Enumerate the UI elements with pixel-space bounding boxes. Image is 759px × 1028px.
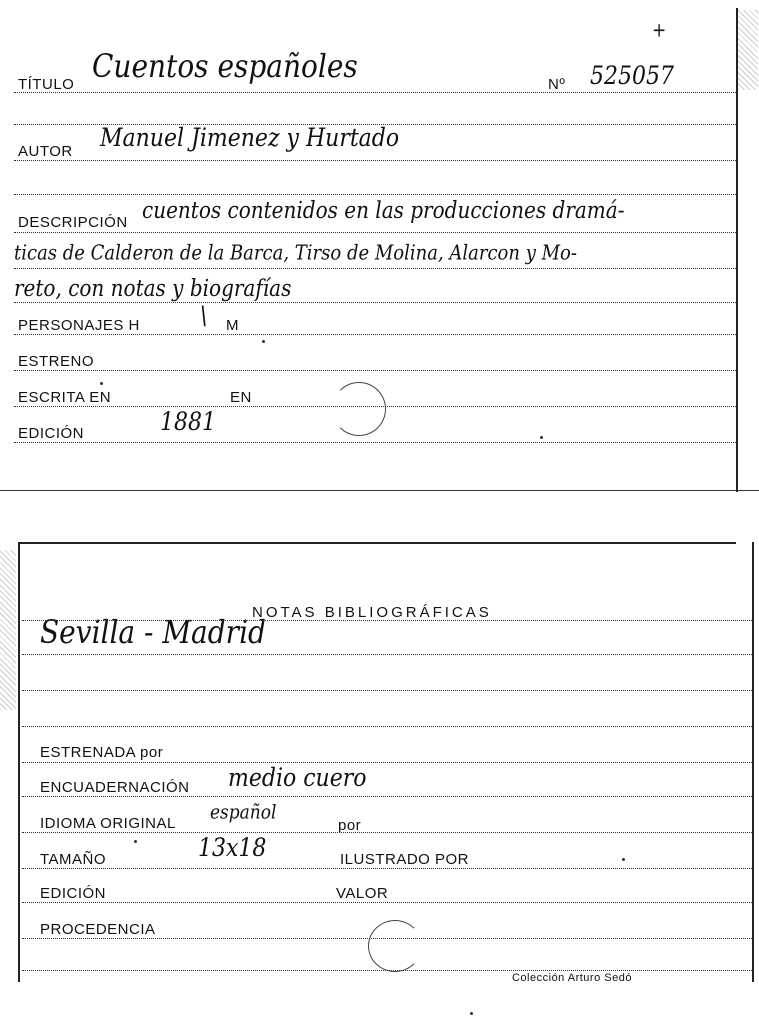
catalog-card-top bbox=[0, 0, 759, 492]
card-cut-line bbox=[0, 490, 759, 491]
catalog-card-bottom bbox=[0, 540, 759, 1028]
idioma-label: IDIOMA ORIGINAL bbox=[40, 815, 176, 832]
tamano-line bbox=[22, 868, 752, 869]
personajes-line bbox=[14, 334, 736, 335]
cross-mark: + bbox=[652, 19, 667, 42]
speck bbox=[470, 1012, 473, 1015]
edicion-label: EDICIÓN bbox=[40, 885, 107, 902]
estrenada-label: ESTRENADA por bbox=[40, 744, 164, 761]
notas-value: Sevilla - Madrid bbox=[40, 613, 266, 651]
valor-label: VALOR bbox=[336, 885, 389, 902]
encuadernacion-value: medio cuero bbox=[228, 764, 367, 793]
titulo-value: Cuentos españoles bbox=[92, 47, 358, 85]
punch-hole bbox=[368, 920, 422, 972]
speck bbox=[134, 840, 137, 843]
notas-title: NOTAS BIBLIOGRÁFICAS bbox=[252, 604, 492, 621]
tamano-value: 13x18 bbox=[198, 834, 267, 863]
autor-value: Manuel Jimenez y Hurtado bbox=[100, 124, 400, 153]
card-right-edge bbox=[752, 542, 754, 982]
descripcion-line-rule-1 bbox=[14, 232, 736, 233]
bottom-line bbox=[22, 970, 752, 971]
descripcion-label: DESCRIPCIÓN bbox=[18, 214, 128, 231]
ilustrado-label: ILUSTRADO POR bbox=[340, 851, 470, 868]
idioma-line bbox=[22, 832, 752, 833]
tamano-label: TAMAÑO bbox=[40, 851, 107, 868]
coleccion-label: Colección Arturo Sedó bbox=[512, 972, 632, 984]
card-edge-texture bbox=[738, 10, 758, 90]
notas-line-1 bbox=[22, 654, 752, 655]
speck bbox=[262, 340, 265, 343]
descripcion-line-rule-2 bbox=[14, 268, 736, 269]
escrita-label: ESCRITA EN bbox=[18, 389, 112, 406]
titulo-label: TÍTULO bbox=[18, 76, 75, 93]
personajes-label: PERSONAJES H bbox=[18, 317, 140, 334]
notas-line-3 bbox=[22, 726, 752, 727]
autor-label: AUTOR bbox=[18, 143, 73, 160]
edicion-label: EDICIÓN bbox=[18, 425, 85, 442]
notas-line-2 bbox=[22, 690, 752, 691]
card-top-edge bbox=[18, 542, 736, 544]
card-edge-texture bbox=[0, 550, 16, 710]
procedencia-label: PROCEDENCIA bbox=[40, 921, 156, 938]
autor-line bbox=[14, 160, 736, 161]
notas-title-line bbox=[22, 620, 752, 621]
titulo-line bbox=[14, 92, 736, 93]
en-label: EN bbox=[230, 389, 252, 406]
encuadernacion-line bbox=[22, 796, 752, 797]
descripcion-line-2: ticas de Calderon de la Barca, Tirso de Molina, Alarcon y Mo- bbox=[14, 240, 577, 265]
numero-label: Nº bbox=[548, 76, 566, 93]
personajes-m-label: M bbox=[226, 317, 239, 334]
estrenada-line bbox=[22, 762, 752, 763]
speck bbox=[100, 382, 103, 385]
speck bbox=[622, 858, 625, 861]
punch-hole bbox=[332, 382, 386, 436]
card-left-edge bbox=[18, 542, 20, 982]
personajes-mark: \ bbox=[200, 302, 208, 331]
edicion-line bbox=[22, 902, 752, 903]
estreno-line bbox=[14, 370, 736, 371]
speck bbox=[540, 436, 543, 439]
encuadernacion-label: ENCUADERNACIÓN bbox=[40, 779, 190, 796]
descripcion-line-3: reto, con notas y biografías bbox=[14, 274, 292, 302]
descripcion-line-rule-3 bbox=[14, 302, 736, 303]
por-label: por bbox=[338, 817, 362, 834]
blank-line-2 bbox=[14, 194, 736, 195]
numero-value: 525057 bbox=[590, 62, 674, 91]
estreno-label: ESTRENO bbox=[18, 353, 95, 370]
edicion-value: 1881 bbox=[160, 408, 216, 437]
descripcion-line-1: cuentos contenidos en las producciones dramá- bbox=[142, 196, 625, 224]
idioma-value: español bbox=[210, 801, 277, 824]
edicion-line bbox=[14, 442, 736, 443]
